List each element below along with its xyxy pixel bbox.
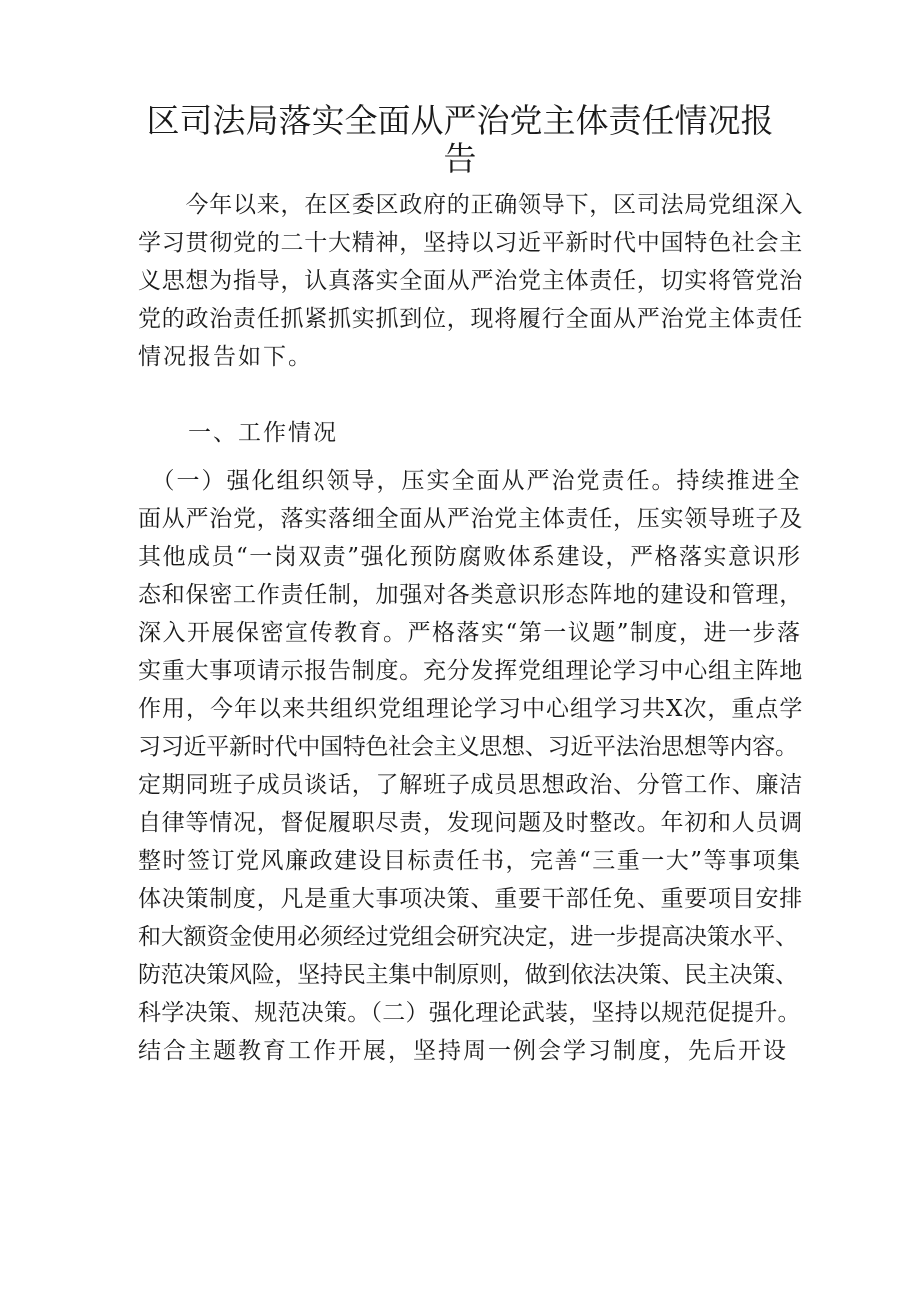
text-line: 实重大事项请示报告制度。充分发挥党组理论学习中心组主阵地 <box>138 658 803 684</box>
title-line: 告 <box>443 139 477 178</box>
text-line: 其他成员“一岗双责”强化预防腐败体系建设，严格落实意识形 <box>138 544 802 570</box>
section-heading <box>138 414 804 452</box>
text-line: （一）强化组织领导，压实全面从严治党责任。持续推进全 <box>138 468 802 494</box>
text-line: 作用，今年以来共组织党组理论学习中心组学习共X次，重点学 <box>138 696 804 722</box>
text-line: 今年以来，在区委区政府的正确领导下，区司法局党组深入 <box>138 192 803 218</box>
text-line: 面从严治党，落实落细全面从严治党主体责任，压实领导班子及 <box>138 506 803 532</box>
text-line: 科学决策、规范决策。（二）强化理论武装，坚持以规范促提升。 <box>138 1000 801 1026</box>
text-line: 态和保密工作责任制，加强对各类意识形态阵地的建设和管理， <box>138 582 803 608</box>
text-line: 学习贯彻党的二十大精神，坚持以习近平新时代中国特色社会主 <box>138 230 803 256</box>
text-line: 结合主题教育工作开展，坚持周一例会学习制度，先后开设 <box>138 1038 788 1064</box>
document-title <box>120 102 800 178</box>
text-line: 习习近平新时代中国特色社会主义思想、习近平法治思想等内容。 <box>138 734 798 760</box>
text-line: 整时签订党风廉政建设目标责任书，完善“三重一大”等事项集 <box>138 848 802 874</box>
intro-paragraph <box>138 186 804 376</box>
text-line: 情况报告如下。 <box>138 344 313 370</box>
text-line: 体决策制度，凡是重大事项决策、重要干部任免、重要项目安排 <box>138 886 803 912</box>
title-line: 区司法局落实全面从严治党主体责任情况报 <box>146 101 774 140</box>
text-line: 自律等情况，督促履职尽责，发现问题及时整改。年初和人员调 <box>138 810 803 836</box>
text-line: 深入开展保密宣传教育。严格落实“第一议题”制度，进一步落 <box>138 620 802 646</box>
section-paragraph <box>138 462 804 1070</box>
heading-line: 一、工作情况 <box>138 420 338 446</box>
text-line: 党的政治责任抓紧抓实抓到位，现将履行全面从严治党主体责任 <box>138 306 803 332</box>
text-line: 义思想为指导，认真落实全面从严治党主体责任，切实将管党治 <box>138 268 803 294</box>
text-line: 定期同班子成员谈话，了解班子成员思想政治、分管工作、廉洁 <box>138 772 803 798</box>
text-line: 和大额资金使用必须经过党组会研究决定，进一步提高决策水平、 <box>138 924 798 950</box>
text-line: 防范决策风险，坚持民主集中制原则，做到依法决策、民主决策、 <box>138 962 798 988</box>
